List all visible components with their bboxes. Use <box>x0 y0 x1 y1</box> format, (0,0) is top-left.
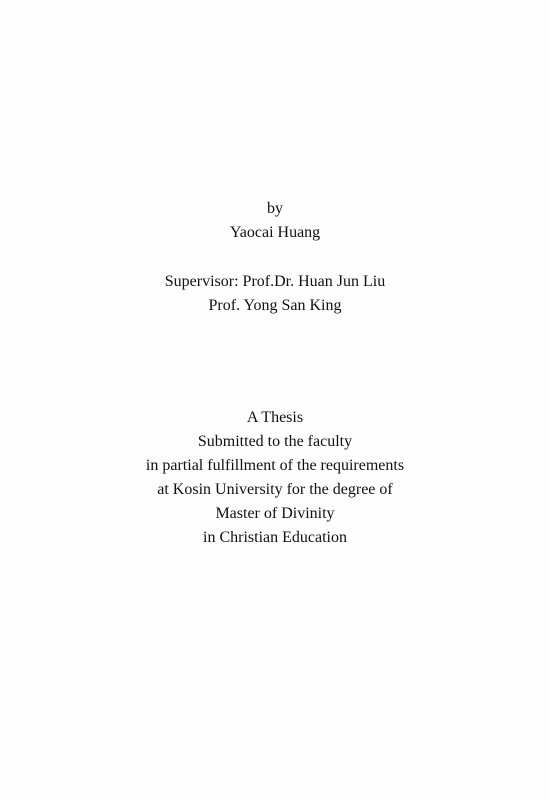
by-label: by <box>267 200 283 217</box>
supervisor-line-2: Prof. Yong San King <box>208 297 342 314</box>
author-block <box>0 197 550 245</box>
field-line: in Christian Education <box>203 529 347 546</box>
fulfillment-line: in partial fulfillment of the requirements <box>145 457 405 474</box>
thesis-statement-block <box>0 406 550 550</box>
degree-line: Master of Divinity <box>215 505 335 522</box>
thesis-label: A Thesis <box>246 409 304 426</box>
author-name: Yaocai Huang <box>229 224 321 241</box>
university-line: at Kosin University for the degree of <box>157 481 393 498</box>
submission-line: Submitted to the faculty <box>197 433 353 450</box>
supervisor-block <box>0 270 550 318</box>
supervisor-line-1: Supervisor: Prof.Dr. Huan Jun Liu <box>164 273 386 290</box>
